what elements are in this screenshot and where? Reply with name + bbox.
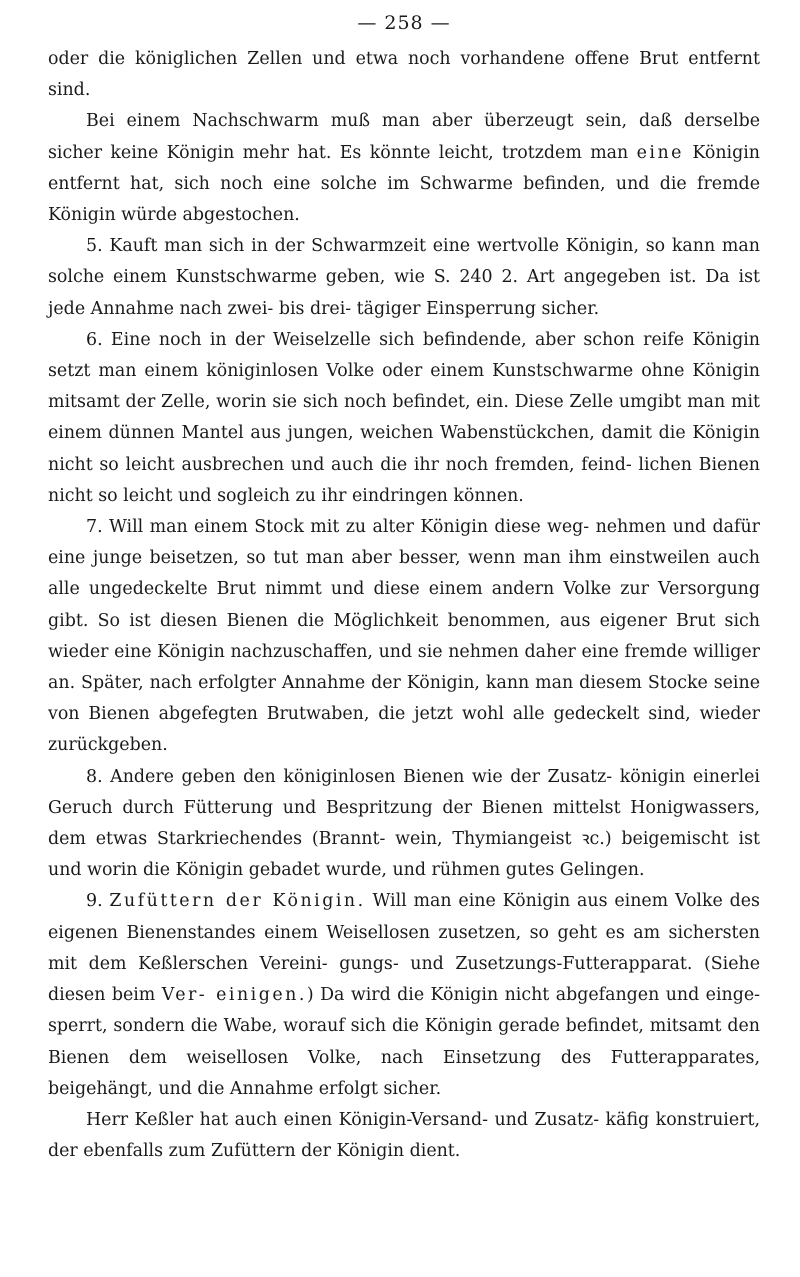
page-body bbox=[48, 44, 760, 1167]
paragraph-item-9 bbox=[48, 886, 760, 1104]
emphasis-text: eine bbox=[636, 142, 684, 163]
paragraph-item-8 bbox=[48, 762, 760, 887]
book-page bbox=[48, 10, 760, 1167]
text-segment: 6. Eine noch in der Weiselzelle sich befindende, aber schon reife Königin setzt man einem königinlosen Volke oder einem Kunstschwarme ohne Königin mitsamt der Zelle, worin sie sich noch befindet, ein. Diese Zelle umgibt man mit einem dünnen Mantel aus jungen, weichen Wabenstückchen, damit die Königin nicht so leicht ausbrechen und auch die ihr noch fremden, feind- lichen Bienen nicht so leicht und sogleich zu ihr eindringen können. bbox=[48, 329, 760, 506]
paragraph-item-7 bbox=[48, 512, 760, 762]
text-segment: Königin entfernt hat, sich noch eine solche im Schwarme befinden, und die fremde Königin würde abgestochen. bbox=[48, 142, 760, 226]
text-segment: Bei einem Nachschwarm muß man aber überzeugt sein, daß derselbe sicher keine Königin mehr hat. Es könnte leicht, trotzdem man bbox=[48, 111, 760, 163]
text-segment: Will man eine Königin aus einem Volke des eigenen Bienenstandes einem Weisellosen zusetzen, so geht es am sichersten mit dem Keßlerschen Vereini- gungs- und Zusetzungs-Futterapparat. (Siehe diesen beim bbox=[48, 891, 760, 1006]
text-segment: 5. Kauft man sich in der Schwarmzeit eine wertvolle Königin, so kann man solche einem Kunstschwarme geben, wie S. 240 2. Art angegeben ist. Da ist jede Annahme nach zwei- bis drei- tägiger Einsperrung sicher. bbox=[48, 236, 760, 319]
paragraph-kessler bbox=[48, 1105, 760, 1167]
page-number: — 258 — bbox=[357, 12, 451, 34]
text-segment: ) Da wird die Königin nicht abgefangen und einge- sperrt, sondern die Wabe, worauf sich die Königin gerade befindet, mitsamt den Bienen dem weisellosen Volke, nach Einsetzung des Futterapparates, beigehängt, und die Annahme erfolgt sicher. bbox=[48, 985, 761, 1099]
paragraph-nachschwarm bbox=[48, 106, 760, 231]
text-segment: 8. Andere geben den königinlosen Bienen wie der Zusatz- königin einerlei Geruch durch Fütterung und Bespritzung der Bienen mittelst Honigwassers, dem etwas Starkriechendes (Brannt- wein, Thymiangeist ꝛc.) beigemischt ist und worin die Königin gebadet wurde, und rühmen gutes Gelingen. bbox=[48, 766, 760, 881]
paragraph-continuation bbox=[48, 44, 760, 106]
text-segment: oder die königlichen Zellen und etwa noch vorhandene offene Brut entfernt sind. bbox=[48, 49, 760, 101]
section-heading-inline: Zufüttern der Königin. bbox=[109, 891, 366, 912]
paragraph-item-6 bbox=[48, 325, 760, 512]
paragraph-item-5 bbox=[48, 231, 760, 325]
text-segment: 9. bbox=[86, 891, 110, 912]
text-segment: 7. Will man einem Stock mit zu alter Königin diese weg- nehmen und dafür eine junge beisetzen, so tut man aber besser, wenn man ihm einstweilen auch alle ungedeckelte Brut nimmt und diese einem andern Volke zur Versorgung gibt. So ist diesen Bienen die Möglichkeit benommen, aus eigener Brut sich wieder eine Königin nachzuschaffen, und sie nehmen daher eine fremde williger an. Später, nach erfolgter Annahme der Königin, kann man diesem Stocke seine von Bienen abgefegten Brutwaben, die jetzt wohl alle gedeckelt sind, wieder zurückgeben. bbox=[48, 517, 760, 756]
emphasis-text: Ver- einigen. bbox=[161, 985, 307, 1006]
text-segment: Herr Keßler hat auch einen Königin-Versand- und Zusatz- käfig konstruiert, der ebenfalls zum Zufüttern der Königin dient. bbox=[48, 1109, 760, 1162]
